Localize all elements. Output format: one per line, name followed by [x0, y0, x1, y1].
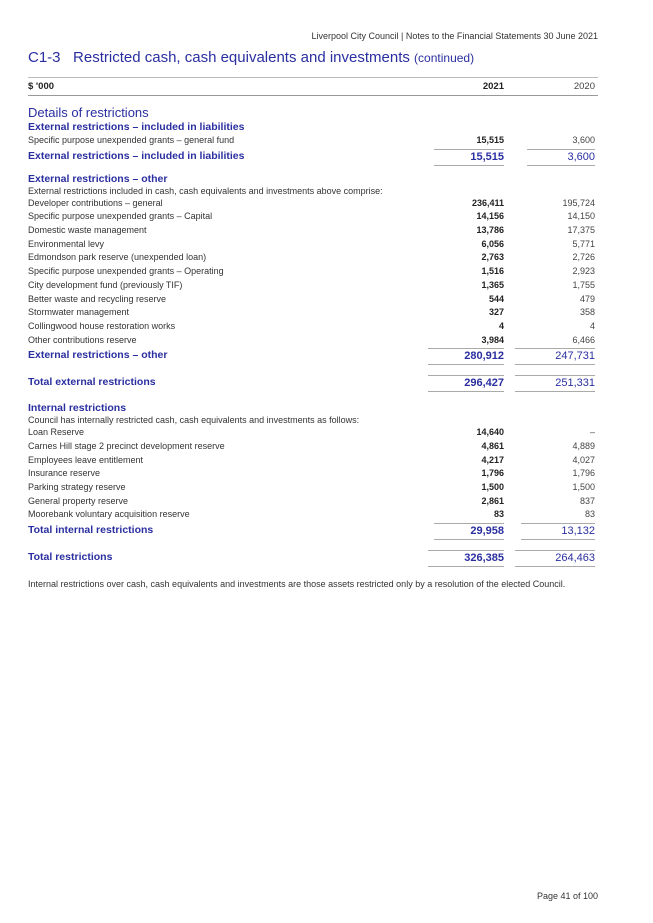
row-label: Employees leave entitlement	[28, 454, 144, 465]
value-2020: 3,600	[572, 135, 595, 145]
row-label: Specific purpose unexpended grants – general fund	[28, 135, 235, 145]
value-2020: 17,375	[567, 225, 595, 236]
value-2020: 13,132	[521, 523, 595, 540]
value-2020: 4,027	[572, 454, 595, 465]
value-2020: 4	[589, 320, 595, 331]
table-row	[28, 426, 598, 440]
value-2021: 14,640	[476, 427, 504, 438]
table-row	[28, 134, 598, 148]
row-label: Parking strategy reserve	[28, 482, 126, 492]
column-2021: 2021	[482, 81, 504, 92]
table-row	[28, 334, 598, 348]
table-row	[28, 495, 598, 509]
table-row	[28, 197, 598, 211]
value-2020: 14,150	[567, 211, 595, 222]
row-label: Other contributions reserve	[28, 334, 137, 345]
value-2020: 3,600	[527, 149, 595, 166]
column-header-row	[28, 77, 598, 96]
value-2020: 358	[579, 307, 595, 318]
value-2021: 280,912	[428, 348, 504, 365]
value-2021: 1,500	[481, 482, 504, 492]
value-2021: 2,763	[481, 252, 504, 263]
value-2021: 326,385	[428, 550, 504, 567]
value-2021: 15,515	[434, 149, 504, 166]
row-label: Insurance reserve	[28, 468, 101, 479]
section-number: C1-3	[28, 49, 61, 66]
row-label: Better waste and recycling reserve	[28, 293, 167, 304]
value-2020: 837	[579, 495, 595, 506]
value-2021: 6,056	[481, 238, 504, 249]
value-2021: 1,796	[481, 468, 504, 479]
section-heading-liabilities: External restrictions – included in liabilities	[28, 121, 245, 133]
details-heading: Details of restrictions	[28, 105, 149, 120]
value-2020: 1,500	[572, 482, 595, 492]
value-2020: 2,923	[572, 266, 595, 277]
value-2020: 5,771	[572, 238, 595, 249]
table-row	[28, 210, 598, 224]
value-2021: 13,786	[476, 225, 504, 236]
table-row	[28, 508, 598, 522]
section-heading-other: External restrictions – other	[28, 172, 168, 185]
row-label: External restrictions – other	[28, 349, 168, 362]
table-row	[28, 251, 598, 265]
page-title	[28, 49, 474, 66]
value-2020: 195,724	[562, 197, 595, 208]
page-number: Page 41 of 100	[536, 891, 598, 901]
row-label: Environmental levy	[28, 238, 105, 249]
value-2020: 6,466	[572, 334, 595, 345]
value-2021: 29,958	[434, 523, 504, 540]
row-label: Total external restrictions	[28, 376, 156, 389]
value-2021: 4,217	[481, 454, 504, 465]
subtotal-row-other	[28, 347, 598, 363]
table-row	[28, 238, 598, 252]
restrictions-table	[28, 77, 598, 565]
row-label: Domestic waste management	[28, 225, 147, 236]
table-row	[28, 454, 598, 468]
row-label: Edmondson park reserve (unexpended loan)	[28, 252, 207, 263]
section-title: Restricted cash, cash equivalents and investments	[73, 49, 410, 66]
row-label: External restrictions – included in liabilities	[28, 149, 245, 162]
row-label: Specific purpose unexpended grants – Capital	[28, 211, 213, 222]
value-2021: 3,984	[481, 334, 504, 345]
row-label: Specific purpose unexpended grants – Operating	[28, 266, 224, 277]
value-2021: 1,516	[481, 266, 504, 277]
section-description: Council has internally restricted cash, cash equivalents and investments as follows:	[28, 415, 360, 426]
row-label: General property reserve	[28, 495, 129, 506]
value-2021: 1,365	[481, 279, 504, 290]
value-2021: 544	[488, 293, 504, 304]
column-2020: 2020	[573, 81, 595, 92]
section-heading-internal: Internal restrictions	[28, 402, 127, 415]
value-2021: 327	[488, 307, 504, 318]
table-row	[28, 481, 598, 495]
row-label: Carnes Hill stage 2 precinct development reserve	[28, 440, 225, 451]
table-row	[28, 293, 598, 307]
table-row	[28, 279, 598, 293]
row-label: Total internal restrictions	[28, 524, 154, 537]
value-2020: 4,889	[572, 440, 595, 451]
table-row	[28, 306, 598, 320]
value-2020: 1,755	[572, 279, 595, 290]
value-2021: 296,427	[428, 375, 504, 392]
value-2020: –	[589, 427, 595, 438]
explanatory-note: Internal restrictions over cash, cash equivalents and investments are those assets restricted only by a resolution of the elected Council.	[28, 579, 566, 589]
row-label: Collingwood house restoration works	[28, 320, 176, 331]
value-2021: 14,156	[476, 211, 504, 222]
value-2020: 479	[579, 293, 595, 304]
row-label: Loan Reserve	[28, 427, 85, 438]
table-row	[28, 265, 598, 279]
value-2021: 4	[498, 320, 504, 331]
value-2020: 1,796	[572, 468, 595, 479]
row-label: Stormwater management	[28, 307, 130, 318]
value-2021: 15,515	[476, 135, 504, 145]
value-2020: 83	[584, 509, 595, 520]
row-label: Moorebank voluntary acquisition reserve	[28, 509, 190, 520]
row-label: Total restrictions	[28, 551, 113, 564]
row-label: Developer contributions – general	[28, 197, 163, 208]
value-2020: 2,726	[572, 252, 595, 263]
continued-label: (continued)	[414, 51, 475, 65]
value-2020: 251,331	[515, 375, 595, 392]
total-restrictions-row	[28, 549, 598, 565]
value-2021: 236,411	[471, 197, 504, 208]
row-label: City development fund (previously TIF)	[28, 279, 183, 290]
table-row	[28, 320, 598, 334]
total-external-row	[28, 374, 598, 390]
table-row	[28, 440, 598, 454]
running-header: Liverpool City Council | Notes to the Financial Statements 30 June 2021	[311, 31, 598, 41]
value-2020: 247,731	[515, 348, 595, 365]
value-2021: 4,861	[481, 440, 504, 451]
table-row	[28, 467, 598, 481]
value-2021: 2,861	[481, 495, 504, 506]
value-2020: 264,463	[515, 550, 595, 567]
table-row	[28, 224, 598, 238]
subtotal-row-liabilities	[28, 148, 598, 164]
subtotal-row-internal	[28, 522, 598, 538]
section-description: External restrictions included in cash, cash equivalents and investments above comprise:	[28, 185, 383, 196]
value-2021: 83	[493, 509, 504, 520]
unit-label: $ '000	[28, 81, 55, 92]
